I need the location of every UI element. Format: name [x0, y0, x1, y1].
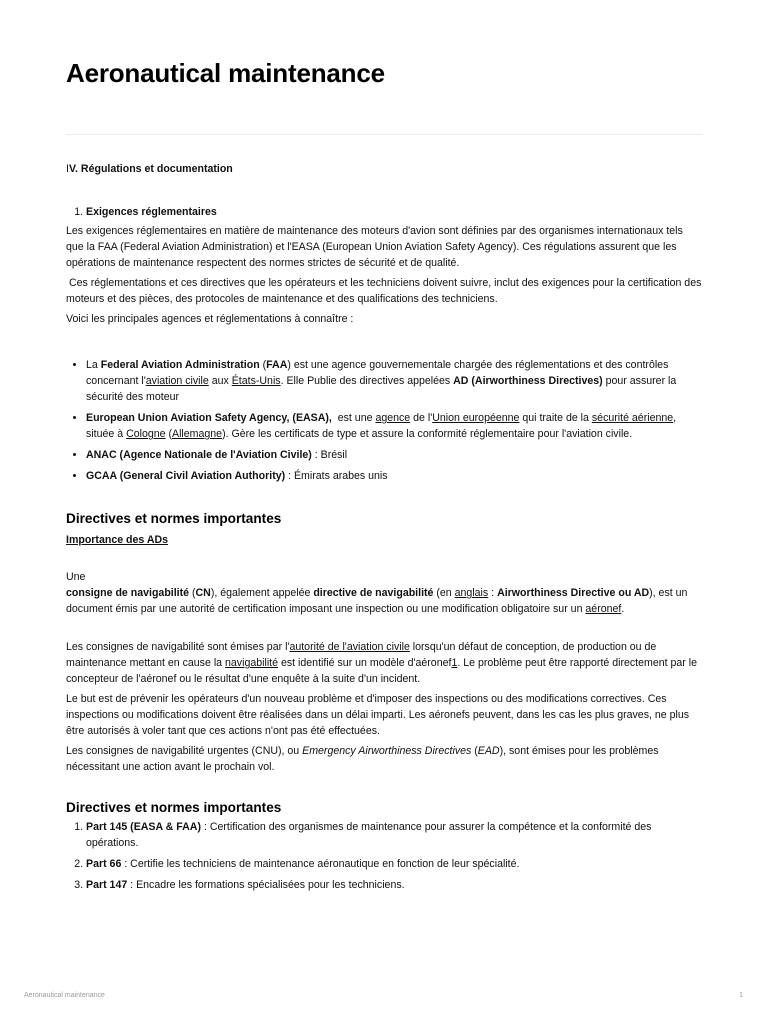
section-prefix: I [66, 163, 69, 175]
link-autorite[interactable]: autorité de l'aviation civile [289, 641, 410, 653]
title-divider [66, 134, 703, 135]
list-item: 1. Part 145 (EASA & FAA) : Certification des organismes de maintenance pour assurer la compétence et la conformité des opérations. [86, 819, 703, 851]
link-securite-aerienne[interactable]: sécurité aérienne [591, 412, 674, 424]
list-item-easa: • European Union Aviation Safety Agency, (EASA), est une agence de l'Union européenne qui traite de la sécurité aérienne, située à Cologne (Allemagne). Gère les certificats de type et assure la conformité réglementaire pour l'aviation civile. [86, 410, 703, 442]
page-title: Aeronautical maintenance [66, 58, 385, 88]
paragraph: Ces réglementations et ces directives que les opérateurs et les techniciens doivent suivre, inclut des exigences pour la certification des moteurs et des pièces, des protocoles de maintenance et des qualifications des techniciens. [66, 277, 705, 305]
list-item [86, 204, 703, 220]
requirements-list [66, 204, 703, 220]
paragraph: Une [66, 571, 86, 583]
directives-heading: Directives et normes importantes [66, 511, 282, 526]
document-body [66, 161, 703, 898]
paragraph: Les exigences réglementaires en matière de maintenance des moteurs d'avion sont définies par des organismes internationaux tels que la FAA (Federal Aviation Administration) et l'EASA (European Union Aviation Safety Agency). Ces régulations assurent que les opérations de maintenance respectent des normes strictes de sécurité et de qualité. [66, 225, 683, 269]
agencies-list [66, 357, 703, 484]
list-item-faa: • La Federal Aviation Administration (FAA) est une agence gouvernementale chargée des réglementations et des contrôles concernant l'aviation civile aux États-Unis. Elle Publie des directives appelées AD (Airworthiness Directives) pour assurer la sécurité des moteur [86, 357, 703, 405]
importance-subheading: Importance des ADs [66, 534, 169, 546]
paragraph-cn: consigne de navigabilité (CN), également appelée directive de navigabilité (en anglais : Airworthiness Directive ou AD), est un document émis par une autorité de certification imposant une inspection ou une modification obligatoire sur un aéronef. [66, 587, 688, 615]
section-heading [66, 161, 703, 177]
link-agence[interactable]: agence [375, 412, 411, 424]
link-navigabilite[interactable]: navigabilité [225, 657, 279, 669]
paragraph: Voici les principales agences et réglementations à connaître : [66, 313, 354, 325]
footnote-link[interactable]: 1 [451, 657, 458, 669]
link-allemagne[interactable]: Allemagne [172, 428, 223, 440]
page-number: 1 [739, 992, 743, 999]
requirements-heading: Exigences réglementaires [86, 206, 217, 218]
list-item: 3. Part 147 : Encadre les formations spécialisées pour les techniciens. [86, 877, 703, 893]
list-item: 2. Part 66 : Certifie les techniciens de maintenance aéronautique en fonction de leur spécialité. [86, 856, 703, 872]
section-label: V. Régulations et documentation [68, 163, 233, 175]
link-etats-unis[interactable]: États-Unis [231, 375, 281, 387]
link-anglais[interactable]: anglais [454, 587, 489, 599]
link-aeronef[interactable]: aéronef [585, 603, 622, 615]
paragraph: Le but est de prévenir les opérateurs d'un nouveau problème et d'imposer des inspections ou des modifications correctives. Ces inspections ou modifications doivent être réalisées dans un délai imparti. Les aéronefs peuvent, dans les cas les plus graves, ne plus être autorisés à voler tant que ces actions n'ont pas été effectuées. [66, 693, 690, 737]
link-union-europeenne[interactable]: Union européenne [432, 412, 520, 424]
paragraph-cnu: Les consignes de navigabilité urgentes (CNU), ou Emergency Airworthiness Directives (EAD), sont émises pour les problèmes nécessitant une action avant le prochain vol. [66, 745, 659, 773]
link-aviation-civile[interactable]: aviation civile [145, 375, 209, 387]
footer-title: Aeronautical maintenance [24, 992, 105, 999]
link-cologne[interactable]: Cologne [126, 428, 166, 440]
normes-heading: Directives et normes importantes [66, 800, 282, 815]
normes-list [66, 819, 703, 893]
paragraph-nav: Les consignes de navigabilité sont émises par l'autorité de l'aviation civile lorsqu'un défaut de conception, de production ou de maintenance mettant en cause la navigabilité est identifié sur un modèle d'aéronef1. Le problème peut être rapporté directement par le concepteur de l'aéronef ou le résultat d'une enquête à la suite d'un incident. [66, 641, 698, 685]
list-item-gcaa: • GCAA (General Civil Aviation Authority) : Émirats arabes unis [86, 468, 703, 484]
list-item-anac: • ANAC (Agence Nationale de l'Aviation Civile) : Brésil [86, 447, 703, 463]
